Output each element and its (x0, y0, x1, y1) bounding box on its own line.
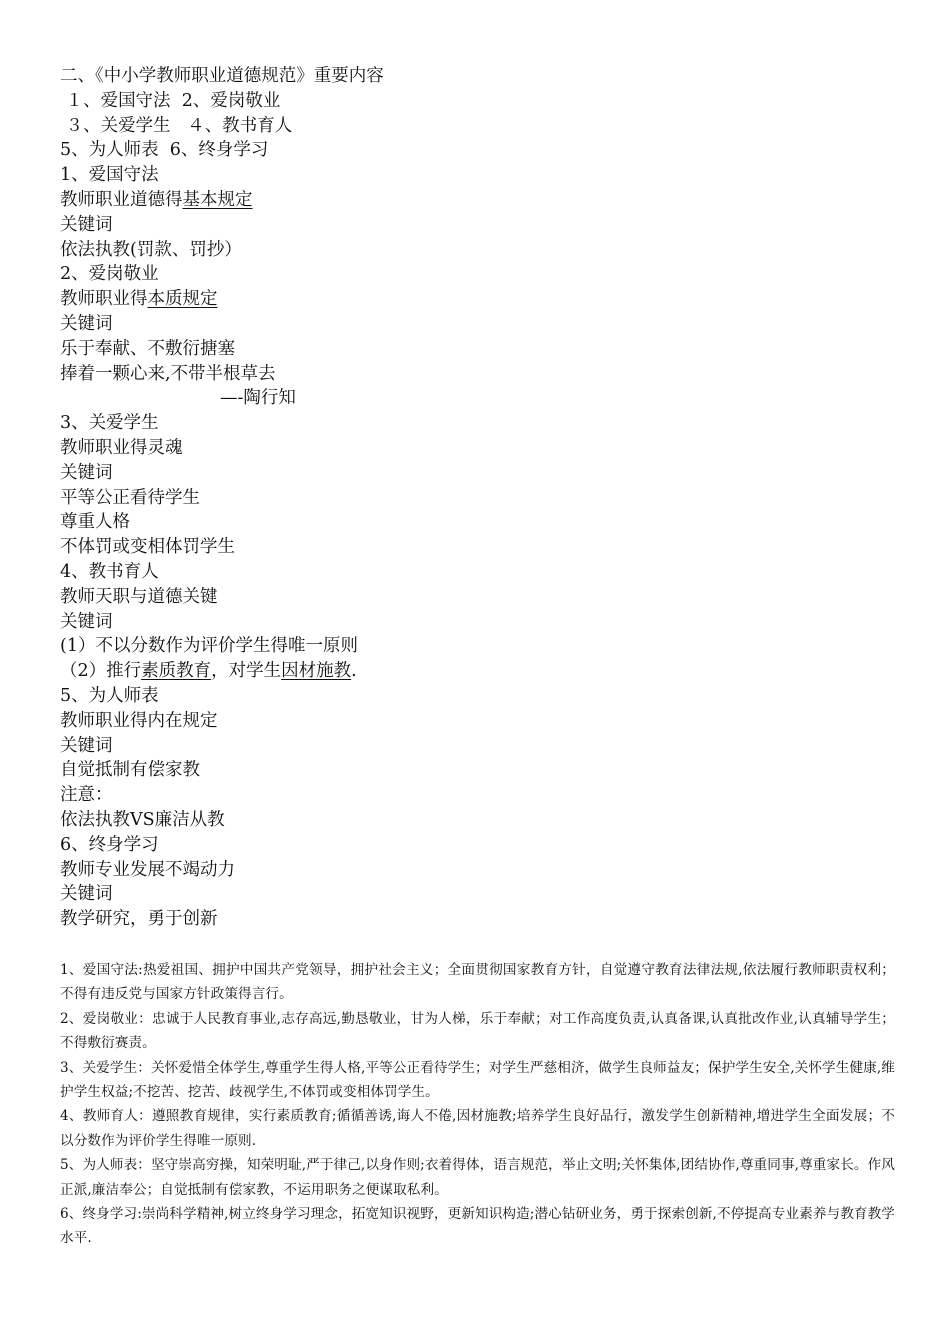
outline-line: 关键词 (60, 462, 113, 483)
outline-section (60, 64, 900, 932)
outline-line: 教师职业得灵魂 (60, 437, 183, 458)
detail-paragraph: 6、终身学习:崇尚科学精神,树立终身学习理念，拓宽知识视野，更新知识构造;潜心钻研业务，勇于探索创新,不停提高专业素养与教育教学水平. (60, 1206, 895, 1247)
heading-5: 5、为人师表 (60, 685, 159, 706)
outline-line: (1）不以分数作为评价学生得唯一原则 (60, 636, 358, 657)
detail-paragraph: 5、为人师表：坚守崇高穷操，知荣明耻,严于律己,以身作则;衣着得体，语言规范，举止文明;关怀集体,团结协作,尊重同事,尊重家长。作风正派,廉洁奉公；自觉抵制有偿家教，不运用职务之便谋取私利。 (60, 1157, 895, 1198)
text: . (351, 661, 357, 682)
outline-line (60, 287, 900, 312)
text: 教师职业得 (60, 289, 148, 310)
outline-line (60, 659, 900, 684)
quote-attribution: —-陶行知 (220, 388, 296, 409)
underlined-term: 因材施教 (281, 661, 352, 682)
heading-6: 6、终身学习 (60, 834, 159, 855)
heading-4: 4、教书育人 (60, 561, 159, 582)
outline-line: 关键词 (60, 214, 113, 235)
underlined-term: 本质规定 (147, 289, 218, 310)
detail-paragraph: 4、教师育人：遵照教育规律，实行素质教育;循循善诱,诲人不倦,因材施教;培养学生良好品行，激发学生创新精神,增进学生全面发展；不以分数作为评价学生得唯一原则. (60, 1108, 895, 1149)
outline-line: １、爱国守法 2、爱岗敬业 (60, 90, 281, 111)
underlined-term: 素质教育 (141, 661, 212, 682)
outline-line: 自觉抵制有偿家教 (60, 760, 200, 781)
outline-line: 依法执教(罚款、罚抄） (60, 239, 242, 260)
outline-line: 关键词 (60, 313, 113, 334)
text: （2）推行 (60, 661, 142, 682)
outline-line: 教师天职与道德关键 (60, 586, 218, 607)
detail-paragraph: 3、关爱学生：关怀爱惜全体学生,尊重学生得人格,平等公正看待学生；对学生严慈相济，做学生良师益友；保护学生安全,关怀学生健康,维护学生权益;不挖苦、挖苦、歧视学生,不体罚或变相体罚学生。 (60, 1059, 895, 1101)
outline-line: 5、为人师表 6、终身学习 (60, 140, 269, 161)
outline-line: 教学研究，勇于创新 (60, 909, 218, 930)
outline-line: 教师职业得内在规定 (60, 710, 218, 731)
outline-line: 不体罚或变相体罚学生 (60, 537, 235, 558)
outline-line: 关键词 (60, 611, 113, 632)
heading-1: 1、爱国守法 (60, 165, 159, 186)
text: 教师职业道德得 (60, 189, 183, 210)
outline-line (60, 188, 900, 213)
heading-2: 2、爱岗敬业 (60, 264, 159, 285)
detail-paragraph: 2、爱岗敬业：忠诚于人民教育事业,志存高远,勤恳敬业，甘为人梯，乐于奉献；对工作高度负责,认真备课,认真批改作业,认真辅导学生；不得敷衍赛责。 (60, 1010, 895, 1052)
quote-line: 捧着一颗心来,不带半根草去 (60, 363, 276, 384)
outline-line: ３、关爱学生 ４、教书育人 (60, 115, 293, 136)
outline-line: 乐于奉献、不敷衍搪塞 (60, 338, 235, 359)
outline-line: 关键词 (60, 735, 113, 756)
outline-line: 平等公正看待学生 (60, 487, 200, 508)
section-title: 二、《中小学教师职业道德规范》重要内容 (60, 66, 384, 86)
outline-line: 关键词 (60, 884, 113, 905)
text: ，对学生 (211, 661, 282, 682)
outline-line: 注意： (60, 785, 113, 806)
outline-line: 教师专业发展不竭动力 (60, 859, 235, 880)
outline-line: 尊重人格 (60, 512, 130, 533)
outline-line: 依法执教VS廉洁从教 (60, 809, 225, 830)
heading-3: 3、关爱学生 (60, 413, 159, 434)
detail-paragraph: 1、爱国守法:热爱祖国、拥护中国共产党领导，拥护社会主义；全面贯彻国家教育方针，自觉遵守教育法律法规,依法履行教师职责权利；不得有违反党与国家方针政策得言行。 (60, 962, 895, 1003)
detail-section (60, 958, 895, 1251)
underlined-term: 基本规定 (182, 189, 253, 210)
